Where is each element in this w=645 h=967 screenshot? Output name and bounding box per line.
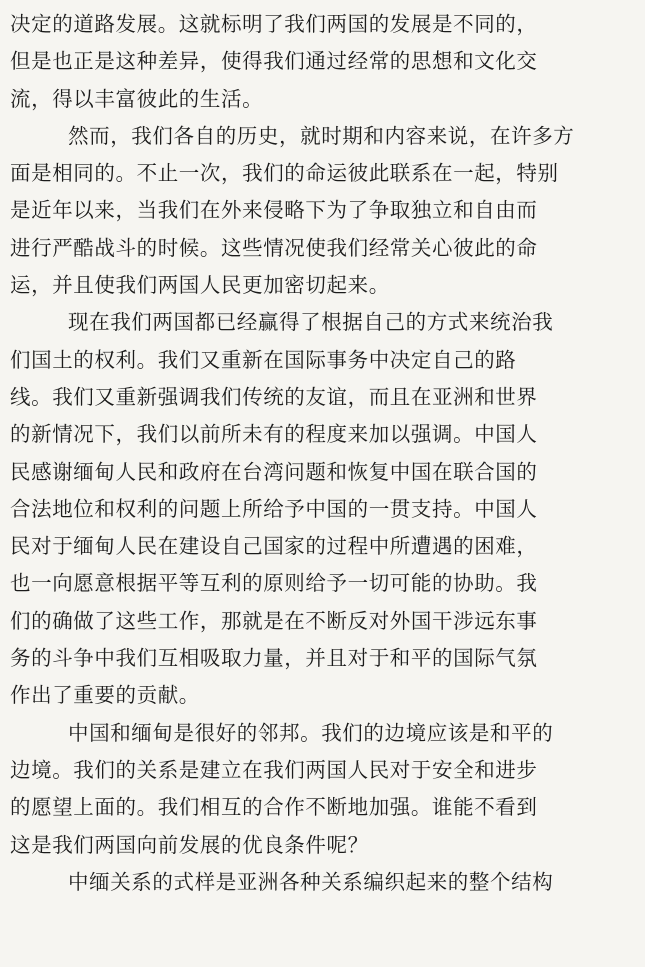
- text-line: 运，并且使我们两国人民更加密切起来。: [10, 273, 390, 298]
- paragraph-first-line: 然而，我们各自的历史，就时期和内容来说，在许多方: [68, 123, 575, 148]
- text-line: 边境。我们的关系是建立在我们两国人民对于安全和进步: [10, 757, 538, 782]
- text-line: 们国土的权利。我们又重新在国际事务中决定自己的路: [10, 347, 517, 372]
- text-line: 这是我们两国向前发展的优良条件呢？: [10, 832, 369, 857]
- paragraph-first-line: 中国和缅甸是很好的邻邦。我们的边境应该是和平的: [68, 720, 554, 745]
- text-line: 决定的道路发展。这就标明了我们两国的发展是不同的，: [10, 12, 538, 36]
- text-line: 是近年以来，当我们在外来侵略下为了争取独立和自由而: [10, 198, 538, 223]
- text-line: 线。我们又重新强调我们传统的友谊，而且在亚洲和世界: [10, 384, 538, 409]
- text-line: 合法地位和权利的问题上所给予中国的一贯支持。中国人: [10, 496, 538, 521]
- text-line: 的新情况下，我们以前所未有的程度来加以强调。中国人: [10, 422, 538, 447]
- text-line: 作出了重要的贡献。: [10, 683, 200, 708]
- text-line: 民感谢缅甸人民和政府在台湾问题和恢复中国在联合国的: [10, 459, 538, 484]
- paragraph-first-line: 中缅关系的式样是亚洲各种关系编织起来的整个结构: [68, 869, 554, 894]
- text-line: 但是也正是这种差异，使得我们通过经常的思想和文化交: [10, 49, 538, 74]
- paragraph-first-line: 现在我们两国都已经赢得了根据自己的方式来统治我: [68, 310, 554, 335]
- text-line: 务的斗争中我们互相吸取力量，并且对于和平的国际气氛: [10, 646, 538, 671]
- text-line: 流，得以丰富彼此的生活。: [10, 86, 264, 111]
- text-line: 进行严酷战斗的时候。这些情况使我们经常关心彼此的命: [10, 235, 538, 260]
- text-line: 们的确做了这些工作，那就是在不断反对外国干涉远东事: [10, 608, 538, 633]
- text-line: 也一向愿意根据平等互利的原则给予一切可能的协助。我: [10, 571, 538, 596]
- text-line: 面是相同的。不止一次，我们的命运彼此联系在一起，特别: [10, 161, 559, 186]
- text-line: 的愿望上面的。我们相互的合作不断地加强。谁能不看到: [10, 795, 538, 820]
- text-line: 民对于缅甸人民在建设自己国家的过程中所遭遇的困难，: [10, 534, 538, 559]
